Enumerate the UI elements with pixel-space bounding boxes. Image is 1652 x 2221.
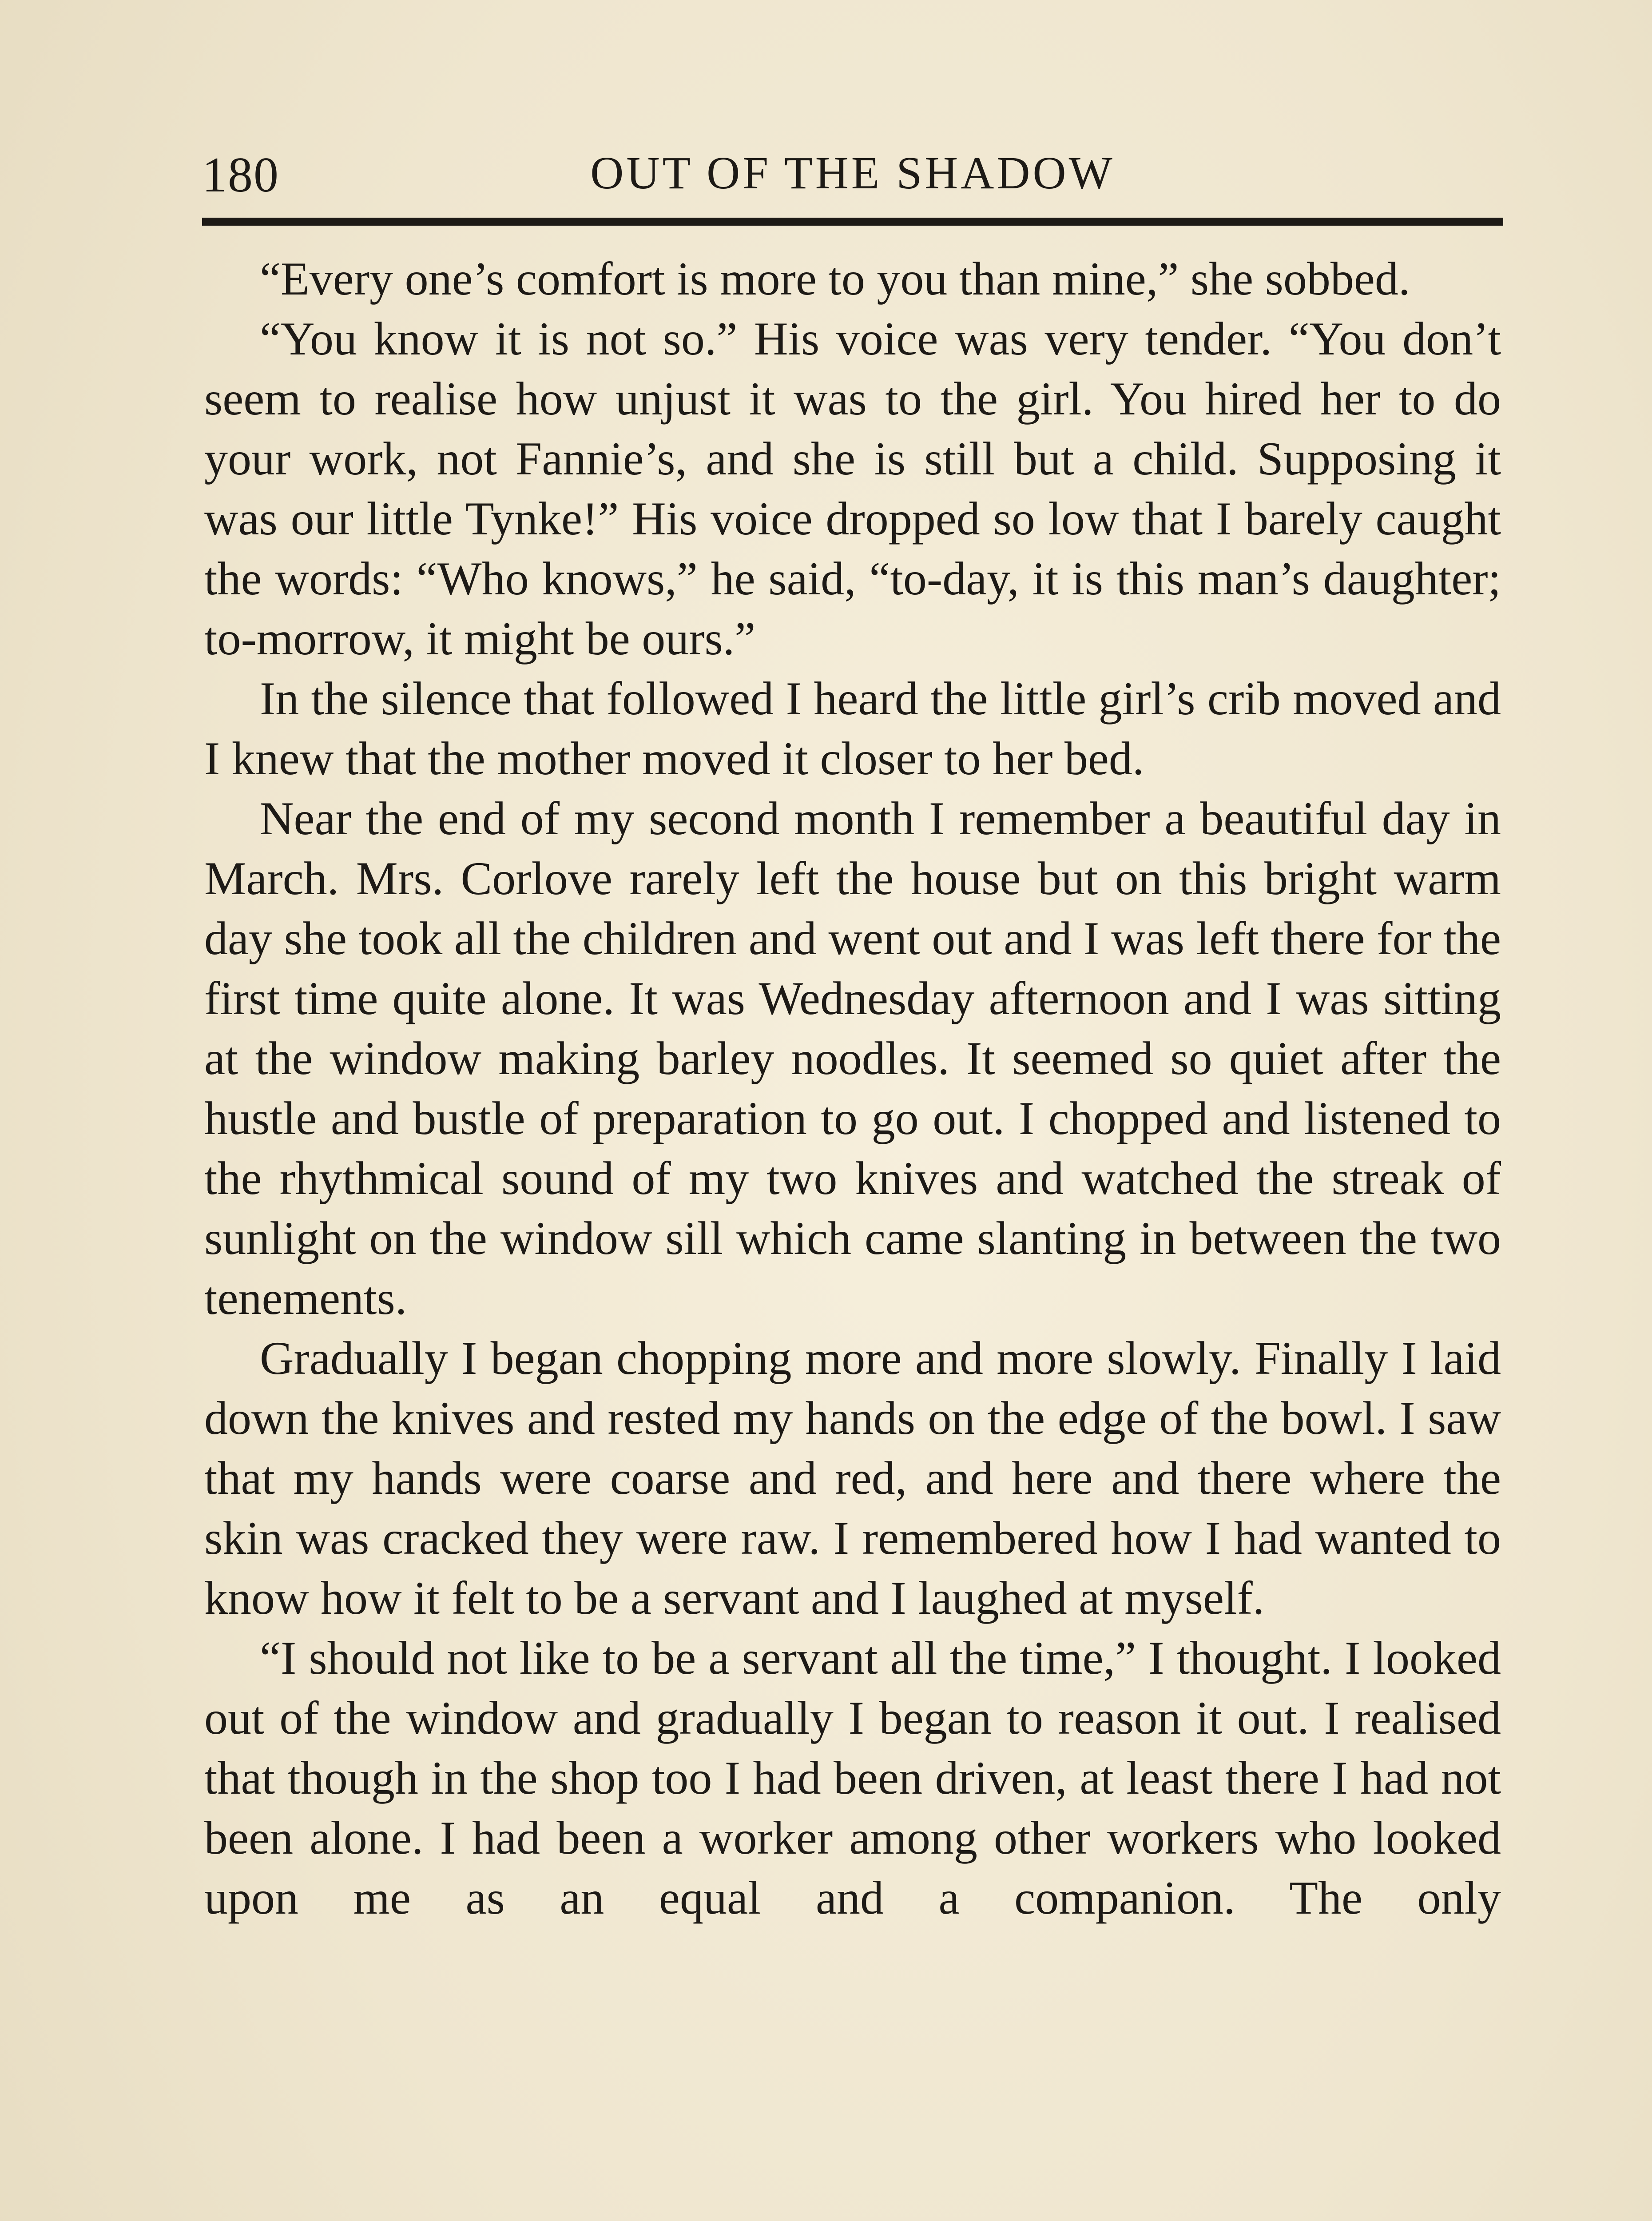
body-text	[204, 249, 1501, 1928]
paragraph: In the silence that followed I heard the little girl’s crib moved and I knew that the mother moved it closer to her bed.	[204, 673, 1501, 784]
running-title: OUT OF THE SHADOW	[590, 147, 1115, 199]
paragraph: Gradually I began chopping more and more slowly. Finally I laid down the knives and rested my hands on the edge of the bowl. I saw that my hands were coarse and red, and here and there where the skin was cracked they were raw. I remembered how I had wanted to know how it felt to be a servant and I laughed at myself.	[204, 1332, 1501, 1624]
paragraph: Near the end of my second month I remember a beautiful day in March. Mrs. Corlove rarely left the house but on this bright warm day she took all the children and went out and I was left there for the first time quite alone. It was Wednesday afternoon and I was sitting at the window making barley noodles. It seemed so quiet after the hustle and bustle of preparation to go out. I chopped and listened to the rhythmical sound of my two knives and watched the streak of sunlight on the window sill which came slanting in between the two tenements.	[204, 792, 1501, 1324]
paragraph: “Every one’s comfort is more to you than mine,” she sobbed.	[260, 253, 1410, 305]
paragraph: “You know it is not so.” His voice was very tender. “You don’t seem to realise how unjust it was to the girl. You hired her to do your work, not Fannie’s, and she is still but a child. Supposing it was our little Tynke!” His voice dropped so low that I barely caught the words: “Who knows,” he said, “to-day, it is this man’s daughter; to-morrow, it might be ours.”	[204, 313, 1501, 665]
paragraph: “I should not like to be a servant all the time,” I thought. I looked out of the window and gradually I began to reason it out. I realised that though in the shop too I had been driven, at least there I had not been alone. I had been a worker among other workers who looked upon me as an equal and a companion. The only	[204, 1632, 1501, 1924]
page-number: 180	[202, 147, 279, 203]
header-rule	[202, 218, 1503, 226]
page-header	[202, 147, 1503, 209]
